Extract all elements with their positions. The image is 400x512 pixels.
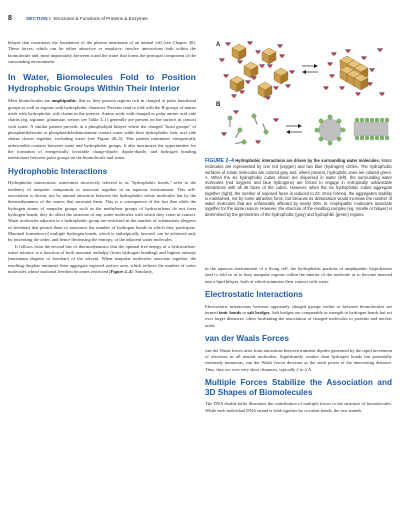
term-salt-bridges: salt bridges xyxy=(247,309,270,315)
section-running-head xyxy=(26,16,148,21)
figure-caption xyxy=(205,158,392,217)
micelle xyxy=(315,115,345,145)
section-title: Structures & Functions of Proteins & Enzymes xyxy=(53,16,148,21)
intro-paragraph: bilayer that constitutes the foundation of the plasma membrane of an animal cell (see Chapter 40). These forces, which can be either attractive or repulsive, involve interactions both within the biomolecule and, most importantly, between it and the water that forms the principal component of the surrounding environment. xyxy=(8,40,196,65)
caption-text: Water molecules are represented by one red (oxygen) and two blue (hydrogen) circles. The hydrophobic surfaces of solute molecules are colored gray and, where present, hydrophilic ones are colored green. A. When the six hydrophobic cubes shown are dispersed in water (left), the surrounding water molecules (red oxygens and blue hydrogens) are forced to engage in entropically unfavorable interactions with all 36 faces of the cubes. However, when the six hydrophobic cubes aggregate together (right), the number of exposed faces is reduced to 22. Once formed, the aggregate's stability is maintained, not by some attractive force, but because its dissociation would increase the number of water molecules that are unfavorably affected by nearly 40%. B. Amphipathic molecules associate together for the same reason. However, the structure of the resulting complex (eg, micelle or bilayer) is determined by the geometries of the hydrophobic (gray) and hydrophilic (green) regions. xyxy=(205,158,393,217)
electrostatic-paragraph xyxy=(205,304,392,329)
electrostatic-text-a: Electrostatic interactions between oppositely charged groups within or between biomolecules are termed xyxy=(205,303,392,315)
amphipathic-text-b: ; that is, they possess regions rich in charged or polar functional groups as well as regions with hydrophobic character. Proteins tend to fold with the R-groups of amino acids with hydrophobic side chains in the interior. Amino acids with charged or polar amino acid side chains (eg, arginine, glutamate, serine; see Table 3–1) generally are present on the surface in contact with water. A similar pattern prevails in a phospholipid bilayer where the charged "head groups" of phosphatidylserine or phosphatidylethanolamine contact water while their hydrophobic fatty acyl side chains cluster together, excluding water (see Figure 40–5). This pattern minimizes energetically unfavorable contacts between water and hydrophobic groups. It also maximizes the opportunities for the formation of energetically favorable charge-dipole, dipole-dipole, and hydrogen bonding interactions between polar groups on the biomolecule and water. xyxy=(8,98,196,161)
figure-reference: Figure 2–4 xyxy=(110,269,132,275)
panel-b-label: B xyxy=(216,102,221,108)
section-heading-van-der-waals: van der Waals Forces xyxy=(205,334,289,343)
page-header xyxy=(8,15,388,25)
panel-a-label: A xyxy=(216,42,221,48)
figure-label: FIGURE 2–4 xyxy=(205,158,234,164)
term-amphipathic: amphipathic xyxy=(51,98,77,104)
amphipathic-text-a: Most biomolecules are xyxy=(8,98,52,104)
electrostatic-text-c: . Salt bridges are comparable in strength to hydrogen bonds but act over larger distances, often facilitating the association of charged molecules to proteins and nucleic acids. xyxy=(205,309,393,328)
hydrophobic-text-a: It follows from the second law of thermodynamics that the optimal free energy of a hydrocarbon-water mixture is a function of both maximal enthalpy (from hydrogen bonding) and highest entropy (maximum degrees of freedom) of the solvent. When nonpolar molecules associate together, the resulting droplets minimize their aggregate exposed surface area, which reduces the number of water molecules whose motional freedom becomes restricted ( xyxy=(8,243,196,275)
section-heading-fold: In Water, Biomolecules Fold to Position Hydrophobic Groups Within Their Interior xyxy=(8,72,196,93)
hydrophobic-cubes-diagram xyxy=(214,38,392,152)
section-heading-multiple-forces: Multiple Forces Stabilize the Association and 3D Shapes of Biomolecules xyxy=(205,377,392,397)
van-der-waals-paragraph: van der Waals forces arise from attractions between transient dipoles generated by the rapid movement of electrons in all neutral molecules. Significantly weaker than hydrogen bonds but potentially extremely numerous, van der Waals forces decrease as the sixth power of the intervening distance. Thus, they act over very short distances, typically 2 to 4 Å. xyxy=(205,347,392,372)
section-label: SECTION I xyxy=(26,16,51,21)
hydrophobic-paragraph-1: Hydrophobic interactions, sometimes incorrectly referred to as "hydrophobic bonds," refer to the tendency of nonpolar compounds to associate together in an aqueous environment. This self-association is driven, not by mutual attraction between the hydrophobic solute molecules but by the thermodynamics of the waters that surround them. This is a consequence of the fact that while the hydrogen atoms of nonpolar groups such as the methylene groups of hydrocarbons do not form hydrogen bonds, they do affect the structure of any water molecules with which they come in contact. Water molecules adjacent to a hydrophobic group are restricted in the number of orientations (degrees of freedom) that permit them to maximize the number of hydrogen bonds in which they participate. Maximal formation of multiple hydrogen bonds, which is enthalpically favored, can be achieved only by increasing the order, and hence decreasing the entropy, of the adjacent water molecules. xyxy=(8,180,196,243)
figure-2-4-illustration xyxy=(214,38,392,152)
hydrophobic-text-b: ). Similarly, xyxy=(131,269,153,275)
page-number: 8 xyxy=(8,15,12,22)
section-heading-hydrophobic: Hydrophobic Interactions xyxy=(8,166,108,176)
caption-lead: Hydrophobic interactions are driven by the surrounding water molecules. xyxy=(235,158,380,163)
continuation-paragraph: in the aqueous environment of a living cell, the hydrophobic portions of amphipathic biopolymers tend to fold so as to bury nonpolar regions within the interior of the molecule or to become inserted into a lipid bilayer, both of which minimize their contact with water. xyxy=(205,266,392,284)
hydrophobic-paragraph-2 xyxy=(8,244,196,276)
right-column xyxy=(205,266,392,414)
section-heading-electrostatic: Electrostatic Interactions xyxy=(205,290,303,300)
term-ionic-bonds: ionic bonds xyxy=(218,309,242,315)
amphipathic-paragraph xyxy=(8,98,196,161)
left-column xyxy=(8,40,196,275)
electrostatic-text-b: or xyxy=(241,309,248,315)
multiple-forces-paragraph: The DNA double helix illustrates the contribution of multiple forces to the structure of biomolecules. While each individual DNA strand is held together by covalent bonds, the two strands xyxy=(205,401,392,413)
